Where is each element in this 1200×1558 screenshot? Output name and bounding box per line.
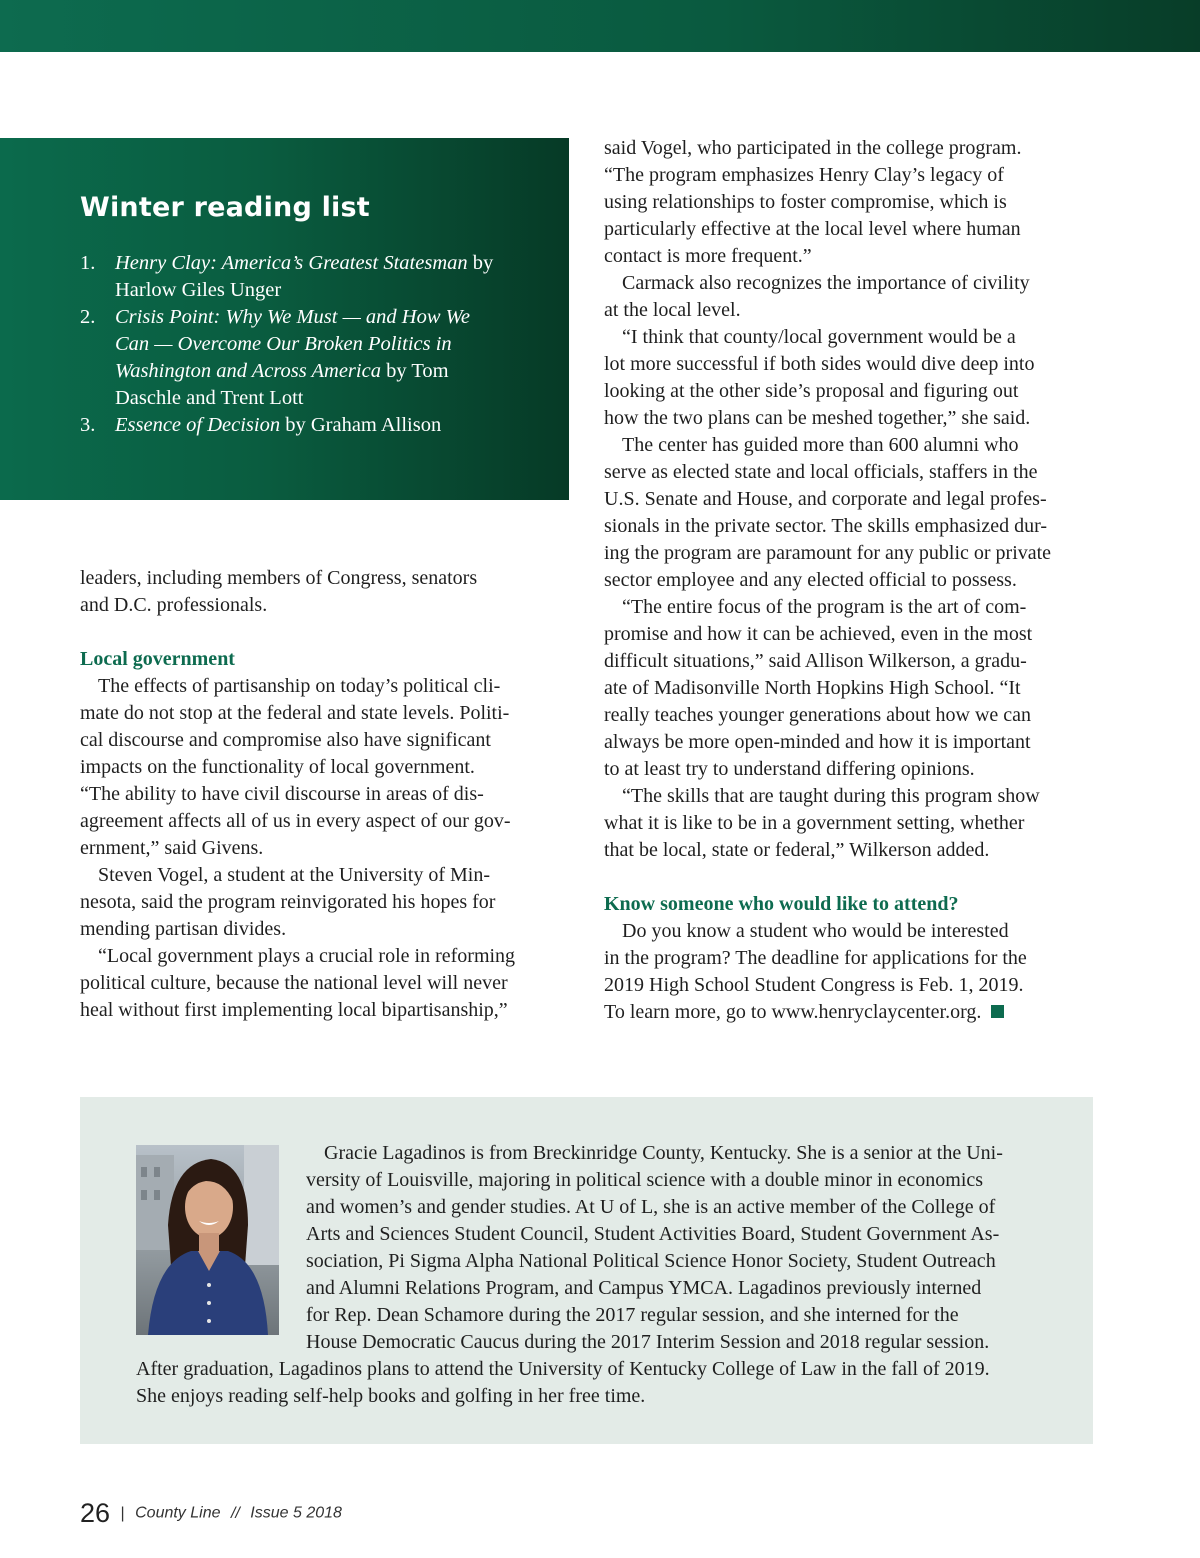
article-right-column [604, 135, 1099, 1026]
paragraph: “Local government plays a crucial role in reforming political culture, because the national level will never heal without first implementing local bipartisanship,” [80, 945, 516, 1021]
section-heading: Local government [80, 648, 235, 670]
reading-list-item: 2. Crisis Point: Why We Must — and How We Can — Overcome Our Broken Politics in Washington and Across America by Tom Daschle and Trent Lott [80, 306, 470, 409]
paragraph: The effects of partisanship on today’s political cli- mate do not stop at the federal and state levels. Politi- cal discourse and compromise also have significant impacts on the functionality of local government. “The ability to have civil discourse in areas of dis- agreement affects all of us in every aspect of our gov- ernment,” said Givens. [80, 675, 511, 859]
paragraph: said Vogel, who participated in the college program. “The program emphasizes Henry Clay’s legacy of using relationships to foster compromise, which is particularly effective at the local level where human contact is more frequent.” [604, 137, 1022, 267]
paragraph: “The entire focus of the program is the art of com- promise and how it can be achieved, even in the most difficult situations,” said Allison Wilkerson, a gradu- ate of Madisonville North Hopkins High School. “It really teaches younger generations about how we can always be more open-minded and how it is important to at least try to understand differing opinions. [604, 596, 1033, 780]
section-heading: Know someone who would like to attend? [604, 893, 959, 915]
footer-separator: | [120, 1504, 125, 1522]
article-left-column [80, 565, 565, 1024]
paragraph: Do you know a student who would be interested in the program? The deadline for applications for the 2019 High School Student Congress is Feb. 1, 2019. To learn more, go to www.henryclaycenter.org. [604, 920, 1027, 1023]
reading-list-title: Winter reading list [80, 192, 370, 223]
paragraph: “I think that county/local government would be a lot more successful if both sides would dive deep into looking at the other side’s proposal and figuring out how the two plans can be meshed together,” she said. [604, 326, 1035, 429]
page-number: 26 [80, 1498, 111, 1528]
publication-name: County Line [135, 1504, 221, 1522]
paragraph: “The skills that are taught during this program show what it is like to be in a government setting, whether that be local, state or federal,” Wilkerson added. [604, 785, 1040, 861]
page-footer [80, 1498, 342, 1538]
reading-list [80, 250, 550, 439]
header-band [0, 0, 1200, 52]
bio-text: Gracie Lagadinos is from Breckinridge County, Kentucky. She is a senior at the Uni- versity of Louisville, majoring in political science with a double minor in economics and women’s and gender studies. At U of L, she is an active member of the College of Arts and Sciences Student Council, Student Activities Board, Student Government As- sociation, Pi Sigma Alpha National Political Science Honor Society, Student Outreach and Alumni Relations Program, and Campus YMCA. Lagadinos previously interned for Rep. Dean Schamore during the 2017 regular session, and she interned for the House Democratic Caucus during the 2017 Interim Session and 2018 regular session. After graduation, Lagadinos plans to attend the University of Kentucky College of Law in the fall of 2019. She enjoys reading self-help books and golfing in her free time. [136, 1142, 1003, 1407]
reading-list-item: 1. Henry Clay: America’s Greatest Statesman by Harlow Giles Unger [80, 252, 494, 301]
paragraph: The center has guided more than 600 alumni who serve as elected state and local officials, staffers in the U.S. Senate and House, and corporate and legal profes- sionals in the private sector. The skills emphasized dur- ing the program are paramount for any public or private sector employee and any elected official to possess. [604, 434, 1052, 591]
issue-label: Issue 5 2018 [250, 1504, 342, 1522]
paragraph: Carmack also recognizes the importance of civility at the local level. [604, 272, 1030, 321]
paragraph: Steven Vogel, a student at the University of Min- nesota, said the program reinvigorated his hopes for mending partisan divides. [80, 864, 496, 940]
footer-slashes: // [230, 1504, 240, 1522]
end-mark-square [991, 1005, 1004, 1018]
paragraph: leaders, including members of Congress, senators and D.C. professionals. [80, 567, 478, 616]
reading-list-item: 3. Essence of Decision by Graham Allison [80, 414, 442, 436]
